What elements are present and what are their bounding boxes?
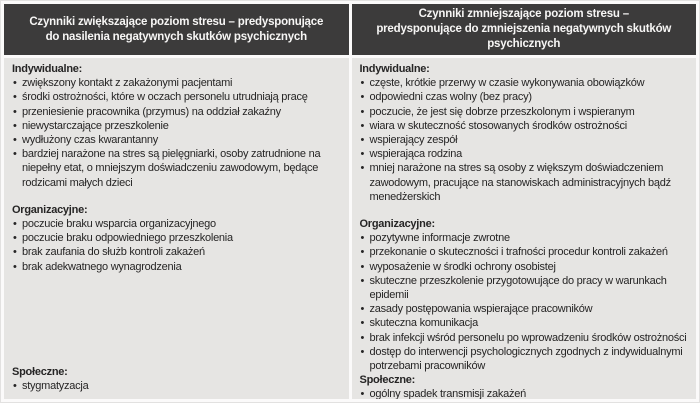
list-item: • ogólny spadek transmisji zakażeń: [360, 387, 689, 399]
header-increasing-factors: [4, 4, 349, 55]
list-item: • stygmatyzacja: [12, 379, 341, 393]
list-item: • odpowiedni czas wolny (bez pracy): [360, 90, 689, 104]
list-item: • wiara w skuteczność stosowanych środków ostrożności: [360, 119, 689, 133]
column-decreasing-factors: [352, 58, 697, 399]
section-social-increasing: [12, 365, 341, 393]
list-item: • wspierająca rodzina: [360, 147, 689, 161]
list-item: • poczucie braku odpowiedniego przeszkolenia: [12, 231, 341, 245]
list-item: • częste, krótkie przerwy w czasie wykonywania obowiązków: [360, 76, 689, 90]
bullet-list-social-increasing: [12, 379, 341, 393]
list-item: • skuteczna komunikacja: [360, 316, 689, 330]
list-item: • brak zaufania do służb kontroli zakażeń: [12, 245, 341, 259]
section-organizational-increasing: [12, 203, 341, 274]
list-item: • pozytywne informacje zwrotne: [360, 231, 689, 245]
list-item: • brak adekwatnego wynagrodzenia: [12, 260, 341, 274]
section-title-organizational: Organizacyjne:: [359, 218, 435, 231]
column-increasing-factors: [4, 58, 349, 399]
section-title-social: Społeczne:: [359, 374, 416, 387]
list-item: • dostęp do interwencji psychologicznych zgodnych z indywidualnymi potrzebami pracowników: [360, 345, 689, 373]
list-item: • wydłużony czas kwarantanny: [12, 133, 341, 147]
list-item: • wspierający zespół: [360, 133, 689, 147]
section-individual-increasing: [12, 62, 341, 190]
list-item: • środki ostrożności, które w oczach personelu utrudniają pracę: [12, 90, 341, 104]
section-title-social: Społeczne:: [12, 365, 68, 378]
bullet-list-organizational-decreasing: [360, 231, 689, 373]
section-organizational-decreasing: [360, 217, 689, 373]
list-item: • przeniesienie pracownika (przymus) na oddział zakaźny: [12, 105, 341, 119]
bullet-list-social-decreasing: [360, 387, 689, 399]
bullet-list-individual-increasing: [12, 76, 341, 190]
list-item: • mniej narażone na stres są osoby z większym doświadczeniem zawodowym, pracujące na stanowiskach administracyjnych bądź menedżerskich: [360, 161, 689, 204]
header-increasing-factors-text: Czynniki zwiększające poziom stresu – predysponujące do nasilenia negatywnych skutków psychicznych: [29, 15, 324, 43]
list-item: • brak infekcji wśród personelu po wprowadzeniu środków ostrożności: [360, 331, 689, 345]
header-decreasing-factors-text: Czynniki zmniejszające poziom stresu – predysponujące do zmniejszenia negatywnych skutków psychicznych: [376, 8, 672, 50]
list-item: • wyposażenie w środki ochrony osobistej: [360, 260, 689, 274]
section-title-individual: Indywidualne:: [12, 63, 83, 75]
section-individual-decreasing: [360, 62, 689, 204]
header-decreasing-factors: [352, 4, 697, 55]
list-item: • zasady postępowania wspierające pracowników: [360, 302, 689, 316]
section-social-decreasing: [360, 373, 689, 399]
list-item: • przekonanie o skuteczności i trafności procedur kontroli zakażeń: [360, 245, 689, 259]
list-item: • poczucie, że jest się dobrze przeszkolonym i wspieranym: [360, 105, 689, 119]
list-item: • niewystarczające przeszkolenie: [12, 119, 341, 133]
bullet-list-individual-decreasing: [360, 76, 689, 204]
list-item: • skuteczne przeszkolenie przygotowujące do pracy w warunkach epidemii: [360, 274, 689, 302]
list-item: • bardziej narażone na stres są pielęgniarki, osoby zatrudnione na niepełny etat, o mniejszym doświadczeniu zawodowym, będące rodzicami małych dzieci: [12, 147, 341, 190]
section-title-individual: Indywidualne:: [359, 63, 430, 75]
list-item: • zwiększony kontakt z zakażonymi pacjentami: [12, 76, 341, 90]
bullet-list-organizational-increasing: [12, 217, 341, 274]
section-title-organizational: Organizacyjne:: [12, 203, 88, 216]
list-item: • poczucie braku wsparcia organizacyjnego: [12, 217, 341, 231]
